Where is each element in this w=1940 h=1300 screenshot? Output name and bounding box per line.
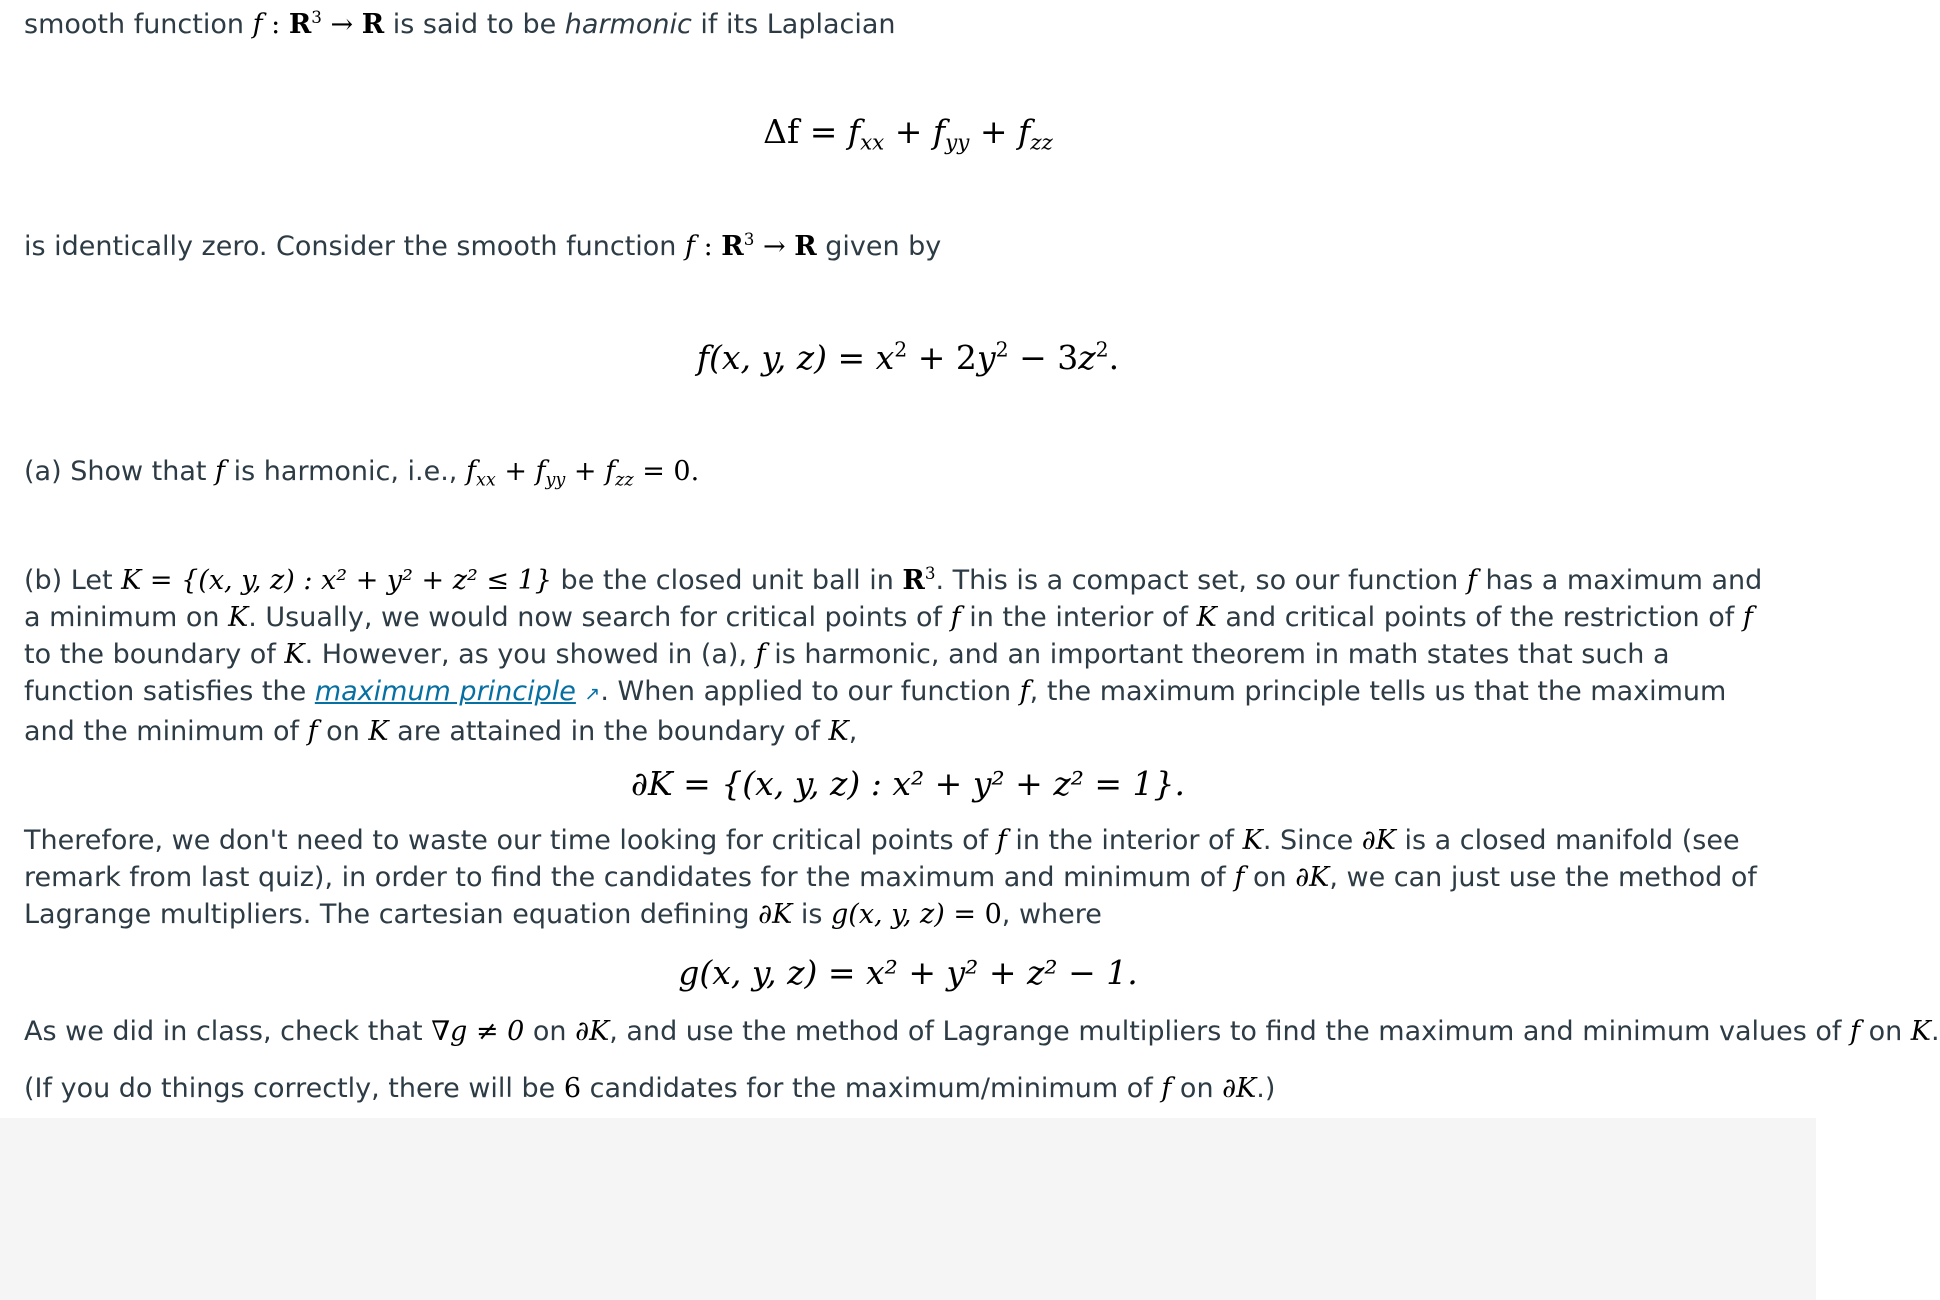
part-b-paragraph bbox=[24, 562, 1764, 750]
function-definition-paragraph bbox=[24, 226, 1794, 268]
math-period: . bbox=[1108, 338, 1120, 377]
text-span: (a) Show that bbox=[24, 456, 216, 487]
text-span: be the closed unit ball in bbox=[551, 565, 903, 596]
math-lhs: Δf = bbox=[763, 112, 848, 151]
math-plus: + bbox=[884, 112, 933, 151]
math-subscript: yy bbox=[545, 470, 566, 491]
math-f: f bbox=[535, 456, 546, 487]
math-subscript: xx bbox=[475, 470, 496, 491]
math-R: R bbox=[721, 231, 744, 262]
math-R: R bbox=[794, 231, 817, 262]
math-equals-zero: = 0 bbox=[944, 899, 1002, 930]
hint-paragraph bbox=[24, 1068, 1794, 1110]
function-equation bbox=[24, 338, 1792, 377]
external-link-icon[interactable]: ↗ bbox=[584, 683, 601, 705]
math-K: K bbox=[121, 565, 142, 596]
text-span: , the maximum principle tells us that the maximum and the minimum of bbox=[24, 676, 1727, 747]
text-span: , where bbox=[1001, 899, 1102, 930]
math-g: g(x, y, z) bbox=[831, 899, 945, 930]
part-a-paragraph bbox=[24, 451, 1794, 493]
math-boundary-K: ∂K bbox=[1295, 862, 1330, 893]
math-f: f bbox=[215, 456, 226, 487]
text-span: candidates for the maximum/minimum of bbox=[581, 1073, 1162, 1104]
text-span: . bbox=[1930, 1016, 1940, 1047]
math-f: f bbox=[307, 716, 318, 747]
text-span: Therefore, we don't need to waste our time looking for critical points of bbox=[24, 825, 997, 856]
maximum-principle-link[interactable]: maximum principle bbox=[314, 676, 576, 707]
text-span: on bbox=[317, 716, 369, 747]
instruction-paragraph bbox=[24, 1011, 1940, 1053]
math-f: f bbox=[1019, 676, 1030, 707]
math-subscript: zz bbox=[615, 470, 634, 491]
math-K: K bbox=[228, 602, 249, 633]
text-span: in the interior of bbox=[1006, 825, 1243, 856]
text-span: .) bbox=[1256, 1073, 1276, 1104]
text-span: if its Laplacian bbox=[691, 9, 896, 40]
lagrange-paragraph bbox=[24, 822, 1784, 933]
math-term: − 3 bbox=[1008, 338, 1079, 377]
math-equals-zero: = 0. bbox=[633, 456, 700, 487]
math-boundary-K: ∂K bbox=[1222, 1073, 1257, 1104]
math-var: y bbox=[976, 338, 996, 377]
math-boundary-K: ∂K bbox=[758, 899, 793, 930]
text-span: , bbox=[848, 716, 858, 747]
text-span: in the interior of bbox=[960, 602, 1197, 633]
math-f: f bbox=[1849, 1016, 1860, 1047]
math-f: f bbox=[252, 9, 263, 40]
math-boundary-K: ∂K bbox=[1361, 825, 1396, 856]
text-span: is a closed manifold (see remark from last quiz), in order to find the candidates for the maximum and minimum of bbox=[24, 825, 1740, 893]
math-K: K bbox=[284, 639, 305, 670]
math-K: K bbox=[1910, 1016, 1931, 1047]
text-span: , we can just use the method of Lagrange multipliers. The cartesian equation defining bbox=[24, 862, 1757, 930]
text-span: (b) Let bbox=[24, 565, 122, 596]
text-span: . When applied to our function bbox=[600, 676, 1020, 707]
math-subscript: zz bbox=[1030, 130, 1053, 156]
math-exponent: 3 bbox=[743, 228, 755, 249]
text-span: . Since bbox=[1262, 825, 1362, 856]
math-exponent: 2 bbox=[894, 337, 908, 362]
text-span: on bbox=[1244, 862, 1296, 893]
math-K: K bbox=[828, 716, 849, 747]
math-boundary-K: ∂K bbox=[575, 1016, 610, 1047]
math-R: R bbox=[288, 9, 312, 40]
math-K: K bbox=[368, 716, 389, 747]
math-f: f bbox=[847, 112, 861, 151]
math-f: f bbox=[1234, 862, 1245, 893]
math-f: f bbox=[1018, 112, 1031, 151]
intro-paragraph bbox=[24, 4, 1794, 46]
text-span: on bbox=[1171, 1073, 1223, 1104]
constraint-equation bbox=[24, 953, 1792, 992]
math-exponent: 3 bbox=[924, 562, 936, 583]
text-span: smooth function bbox=[24, 9, 244, 40]
text-span: is harmonic, and an important theorem in math states that such a function satisfies the bbox=[24, 639, 1670, 707]
math-colon: : bbox=[262, 9, 289, 40]
text-span: is said to be bbox=[384, 9, 565, 40]
math-f: f bbox=[465, 456, 476, 487]
math-f: f bbox=[755, 639, 766, 670]
math-six: 6 bbox=[563, 1073, 582, 1104]
math-arrow: → bbox=[321, 9, 362, 40]
text-span: , and use the method of Lagrange multipliers to find the maximum and minimum values of bbox=[609, 1016, 1850, 1047]
text-span: . However, as you showed in (a), bbox=[304, 639, 756, 670]
text-span: given by bbox=[816, 231, 942, 262]
math-gradient: ∇g ≠ 0 bbox=[431, 1016, 525, 1047]
math-var: z bbox=[1078, 338, 1096, 377]
text-span: and critical points of the restriction of bbox=[1216, 602, 1743, 633]
text-span: has a maximum and a minimum on bbox=[24, 565, 1763, 633]
math-exponent: 2 bbox=[1095, 337, 1109, 362]
math-constraint: g(x, y, z) = x² + y² + z² − 1. bbox=[678, 953, 1138, 992]
math-subscript: xx bbox=[860, 130, 885, 156]
math-plus: + bbox=[495, 456, 536, 487]
boundary-equation bbox=[24, 764, 1792, 803]
math-f: f bbox=[1742, 602, 1753, 633]
math-f: f bbox=[1466, 565, 1477, 596]
text-span: . This is a compact set, so our function bbox=[935, 565, 1467, 596]
text-span: is bbox=[792, 899, 831, 930]
math-f: f bbox=[1161, 1073, 1172, 1104]
math-subscript: yy bbox=[945, 130, 970, 156]
emphasis-harmonic: harmonic bbox=[564, 9, 692, 40]
text-span: is harmonic, i.e., bbox=[225, 456, 466, 487]
text-span: to the boundary of bbox=[24, 639, 285, 670]
math-f: f bbox=[685, 231, 696, 262]
page-footer-area bbox=[0, 1118, 1816, 1300]
math-set: = {(x, y, z) : x² + y² + z² ≤ 1} bbox=[141, 565, 552, 596]
math-K: K bbox=[1196, 602, 1217, 633]
text-span: on bbox=[524, 1016, 576, 1047]
math-f: f bbox=[996, 825, 1007, 856]
text-span: is identically zero. Consider the smooth function bbox=[24, 231, 677, 262]
math-equals: = bbox=[827, 338, 876, 377]
math-plus: + bbox=[969, 112, 1018, 151]
text-span: on bbox=[1859, 1016, 1911, 1047]
math-arrow: → bbox=[754, 231, 795, 262]
math-f: f bbox=[950, 602, 961, 633]
text-span: . Usually, we would now search for critical points of bbox=[248, 602, 951, 633]
text-span: are attained in the boundary of bbox=[388, 716, 829, 747]
math-boundary: ∂K = {(x, y, z) : x² + y² + z² = 1}. bbox=[630, 764, 1186, 803]
math-exponent: 2 bbox=[995, 337, 1009, 362]
math-R: R bbox=[902, 565, 925, 596]
math-lhs: f(x, y, z) bbox=[696, 338, 828, 377]
math-exponent: 3 bbox=[311, 6, 322, 27]
text-span: As we did in class, check that bbox=[24, 1016, 432, 1047]
text-span: (If you do things correctly, there will be bbox=[24, 1073, 564, 1104]
math-plus: + bbox=[565, 456, 606, 487]
math-K: K bbox=[1242, 825, 1263, 856]
math-term: + 2 bbox=[907, 338, 977, 377]
math-f: f bbox=[605, 456, 616, 487]
math-f: f bbox=[932, 112, 946, 151]
laplacian-equation bbox=[24, 112, 1792, 156]
math-colon: : bbox=[695, 231, 722, 262]
math-var: x bbox=[875, 338, 895, 377]
math-R: R bbox=[361, 9, 385, 40]
